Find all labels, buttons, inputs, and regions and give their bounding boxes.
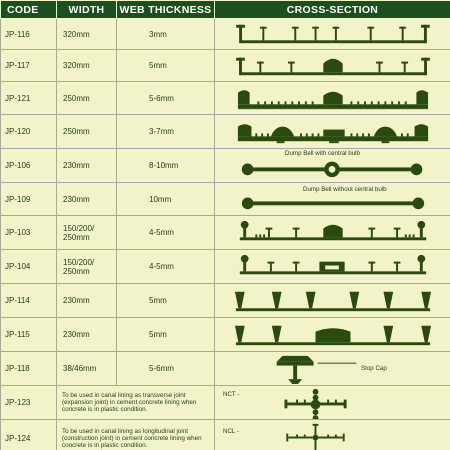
fin-stem [379, 62, 381, 73]
rib [257, 101, 259, 104]
table-row [1, 386, 450, 420]
fin-stem [295, 262, 297, 272]
ncl-end [286, 434, 288, 442]
fin-stem [370, 27, 372, 41]
fin-stem [396, 228, 398, 238]
nct-end [344, 400, 347, 409]
row-web-thickness: 5-6mm [117, 352, 215, 386]
bottom-lug [277, 141, 285, 143]
tapered-fin [272, 326, 282, 343]
rib [298, 101, 300, 104]
cross-section-cell [215, 183, 450, 216]
fin-stem [268, 228, 270, 238]
ncl-rib [296, 435, 298, 437]
tapered-fin [383, 292, 393, 309]
table-row [1, 19, 450, 50]
cross-section-cell [215, 318, 450, 352]
cross-section-cell [215, 19, 450, 50]
mushroom-stem [243, 225, 246, 238]
ncl-rib [327, 435, 329, 437]
rib [255, 133, 257, 136]
col-header-cross-section: CROSS-SECTION [215, 1, 450, 19]
rib [255, 234, 257, 237]
profile-mushroom-ends-rectangular-center [215, 250, 450, 283]
nct-rib [304, 400, 306, 403]
rib [407, 133, 409, 136]
row-code: JP-117 [1, 50, 57, 82]
end-cap [236, 58, 245, 61]
rib [317, 133, 319, 136]
row-code: JP-106 [1, 149, 57, 183]
header-row [1, 1, 450, 19]
nct-bead [313, 409, 319, 415]
profile-ribbed-center-bulb [215, 82, 450, 114]
rib [350, 101, 352, 104]
mushroom-stem [420, 225, 423, 238]
row-web-thickness: 8-10mm [117, 149, 215, 183]
table-row [1, 420, 450, 450]
rib [384, 101, 386, 104]
row-width: 150/200/ 250mm [57, 250, 117, 284]
cross-section-cell [215, 50, 450, 82]
ncl-web [288, 437, 342, 439]
row-code: JP-109 [1, 183, 57, 216]
table-row [1, 115, 450, 149]
nct-rib [327, 400, 329, 403]
rib [391, 101, 393, 104]
rib [271, 101, 273, 104]
ncl-top-cap [313, 424, 319, 426]
rib [278, 101, 280, 104]
row-width: 230mm [57, 284, 117, 318]
row-code: JP-114 [1, 284, 57, 318]
cross-section-cell [215, 82, 450, 115]
profile-center-bulb-tee-fins [215, 50, 450, 81]
row-code: JP-118 [1, 352, 57, 386]
rib [306, 133, 308, 136]
cross-section-cell [215, 386, 450, 420]
tapered-fin [272, 292, 282, 309]
end-cap [421, 25, 430, 28]
row-width: 320mm [57, 50, 117, 82]
rib [264, 101, 266, 104]
row-web-thickness: 4-5mm [117, 216, 215, 250]
rib [409, 234, 411, 237]
profile-caption: Dump Bell with central bulb [285, 150, 360, 157]
bottom-lug [329, 141, 339, 143]
center-box-slot [325, 266, 339, 270]
profile-ncl [215, 420, 450, 450]
profile-nct [215, 386, 450, 419]
cap-foot [288, 379, 302, 384]
nct-rib [296, 400, 298, 403]
row-code: JP-116 [1, 19, 57, 50]
rib [291, 101, 293, 104]
cross-section-cell [215, 115, 450, 149]
ncl-end [343, 434, 345, 442]
rib [357, 101, 359, 104]
mushroom-stem [420, 259, 423, 272]
rib [405, 101, 407, 104]
row-web-thickness: 5mm [117, 318, 215, 352]
nct-end [284, 400, 287, 409]
profile-dumbbell-central-bulb [215, 149, 450, 182]
row-web-thickness: 10mm [117, 183, 215, 216]
table-row [1, 50, 450, 82]
fin-stem [402, 27, 404, 41]
table-row [1, 149, 450, 183]
row-width: 230mm [57, 183, 117, 216]
table-row [1, 352, 450, 386]
end-lobe [238, 90, 250, 104]
web-strip [248, 201, 419, 205]
bottom-lug [382, 141, 390, 143]
center-arch [316, 328, 351, 342]
fin-stem [295, 228, 297, 238]
rib [364, 101, 366, 104]
cap-leader [317, 363, 356, 364]
row-width: 150/200/ 250mm [57, 216, 117, 250]
profile-mushroom-ends-center-bulb [215, 216, 450, 249]
fin-stem [294, 27, 296, 41]
rib [305, 101, 307, 104]
profile-stop-cap [215, 352, 450, 385]
row-width: 38/46mm [57, 352, 117, 386]
table-row [1, 183, 450, 216]
row-usage-note: To be used in canal lining as transverse joint (expansion joint) in cement concrete lining when concrete is in plastic condition. [57, 386, 215, 420]
cross-section-cell [215, 420, 450, 450]
end-bulb [413, 198, 425, 210]
rib [401, 133, 403, 136]
rib [312, 101, 314, 104]
end-cap [421, 58, 430, 61]
ncl-rib [335, 435, 337, 437]
nct-web [286, 403, 344, 406]
row-code: JP-121 [1, 82, 57, 115]
cap-top [277, 356, 314, 362]
center-bulb [323, 92, 342, 105]
end-lobe [416, 90, 428, 104]
rib [362, 133, 364, 136]
row-width: 250mm [57, 82, 117, 115]
end-cap [236, 25, 245, 28]
row-code: JP-103 [1, 216, 57, 250]
rib [267, 133, 269, 136]
row-code: JP-115 [1, 318, 57, 352]
rib [261, 133, 263, 136]
profile-caption: NCL - [223, 428, 239, 435]
tapered-fin [306, 292, 316, 309]
cross-section-cell [215, 250, 450, 284]
cross-section-cell [215, 216, 450, 250]
rib [398, 101, 400, 104]
end-bulb [242, 164, 254, 176]
fin-stem [259, 62, 261, 73]
center-bulb-hole [329, 166, 336, 173]
tapered-fin [350, 292, 360, 309]
row-web-thickness: 4-5mm [117, 250, 215, 284]
ncl-rib [304, 435, 306, 437]
rib [356, 133, 358, 136]
profile-dumbbell-plain [215, 183, 450, 215]
tapered-fin [383, 326, 393, 343]
table-row [1, 318, 450, 352]
rib [312, 133, 314, 136]
table-row [1, 216, 450, 250]
tapered-fin [235, 326, 245, 343]
rib [300, 133, 302, 136]
profile-tapered-fins [215, 284, 450, 317]
cap-stem [293, 366, 297, 380]
col-header-web-thickness: WEB THICKNESS [117, 1, 215, 19]
row-width: 230mm [57, 149, 117, 183]
nct-bead [313, 389, 319, 395]
rib [371, 101, 373, 104]
web-strip [236, 308, 430, 311]
profile-tapered-fins-center-arch [215, 318, 450, 351]
web-strip [238, 104, 428, 108]
col-header-code: CODE [1, 1, 57, 19]
rib [368, 133, 370, 136]
row-web-thickness: 3-7mm [117, 115, 215, 149]
fin-stem [315, 27, 317, 41]
row-web-thickness: 5mm [117, 284, 215, 318]
rib [259, 234, 261, 237]
center-block [323, 130, 344, 137]
web-strip [240, 40, 426, 43]
fin-stem [290, 62, 292, 73]
end-lobe [415, 124, 429, 136]
row-code: JP-123 [1, 386, 57, 420]
row-web-thickness: 5mm [117, 50, 215, 82]
cross-section-cell [215, 284, 450, 318]
fin-stem [371, 262, 373, 272]
end-bulb [242, 198, 254, 210]
rib [413, 234, 415, 237]
cap-bar [277, 362, 314, 366]
web-strip [240, 237, 426, 240]
rib [378, 101, 380, 104]
web-underside [238, 108, 428, 109]
fin-stem [396, 262, 398, 272]
profile-ribbed-lobed [215, 115, 450, 148]
profile-caption: Stop Cap [361, 365, 387, 372]
fin-stem [404, 62, 406, 73]
row-width: 250mm [57, 115, 117, 149]
rib [263, 234, 265, 237]
fin-stem [262, 27, 264, 41]
tapered-fin [421, 326, 431, 343]
row-web-thickness: 5-6mm [117, 82, 215, 115]
end-bulb [411, 164, 423, 176]
profile-caption: Dump Bell without central bulb [303, 186, 387, 193]
nct-bead [313, 415, 319, 419]
row-code: JP-120 [1, 115, 57, 149]
center-bulb [323, 59, 342, 73]
row-usage-note: To be used in canal lining as longitudinal joint (construction joint) in cement concrete lining when concrete is in plastic condition. [57, 420, 215, 450]
tapered-fin [235, 292, 245, 309]
mushroom-stem [243, 259, 246, 272]
profile-flat-tee-fins [215, 19, 450, 49]
mid-lobe [271, 127, 294, 137]
end-lobe [238, 124, 252, 136]
cross-section-cell [215, 352, 450, 386]
fin-stem [335, 27, 337, 41]
web-strip [240, 72, 426, 75]
row-code: JP-124 [1, 420, 57, 450]
table-row [1, 250, 450, 284]
mid-lobe [374, 127, 397, 137]
table-row [1, 82, 450, 115]
profile-caption: NCT - [223, 391, 240, 398]
center-bulb [323, 225, 342, 238]
web-strip [238, 136, 428, 141]
rib [350, 133, 352, 136]
row-width: 230mm [57, 318, 117, 352]
fin-stem [371, 228, 373, 238]
col-header-width: WIDTH [57, 1, 117, 19]
row-web-thickness: 3mm [117, 19, 215, 50]
fin-stem [270, 262, 272, 272]
web-strip [236, 342, 430, 345]
cross-section-cell [215, 149, 450, 183]
nct-rib [335, 400, 337, 403]
rib [405, 234, 407, 237]
row-code: JP-104 [1, 250, 57, 284]
web-strip [240, 271, 426, 274]
tapered-fin [421, 292, 431, 309]
row-width: 320mm [57, 19, 117, 50]
rib [285, 101, 287, 104]
table-row [1, 284, 450, 318]
